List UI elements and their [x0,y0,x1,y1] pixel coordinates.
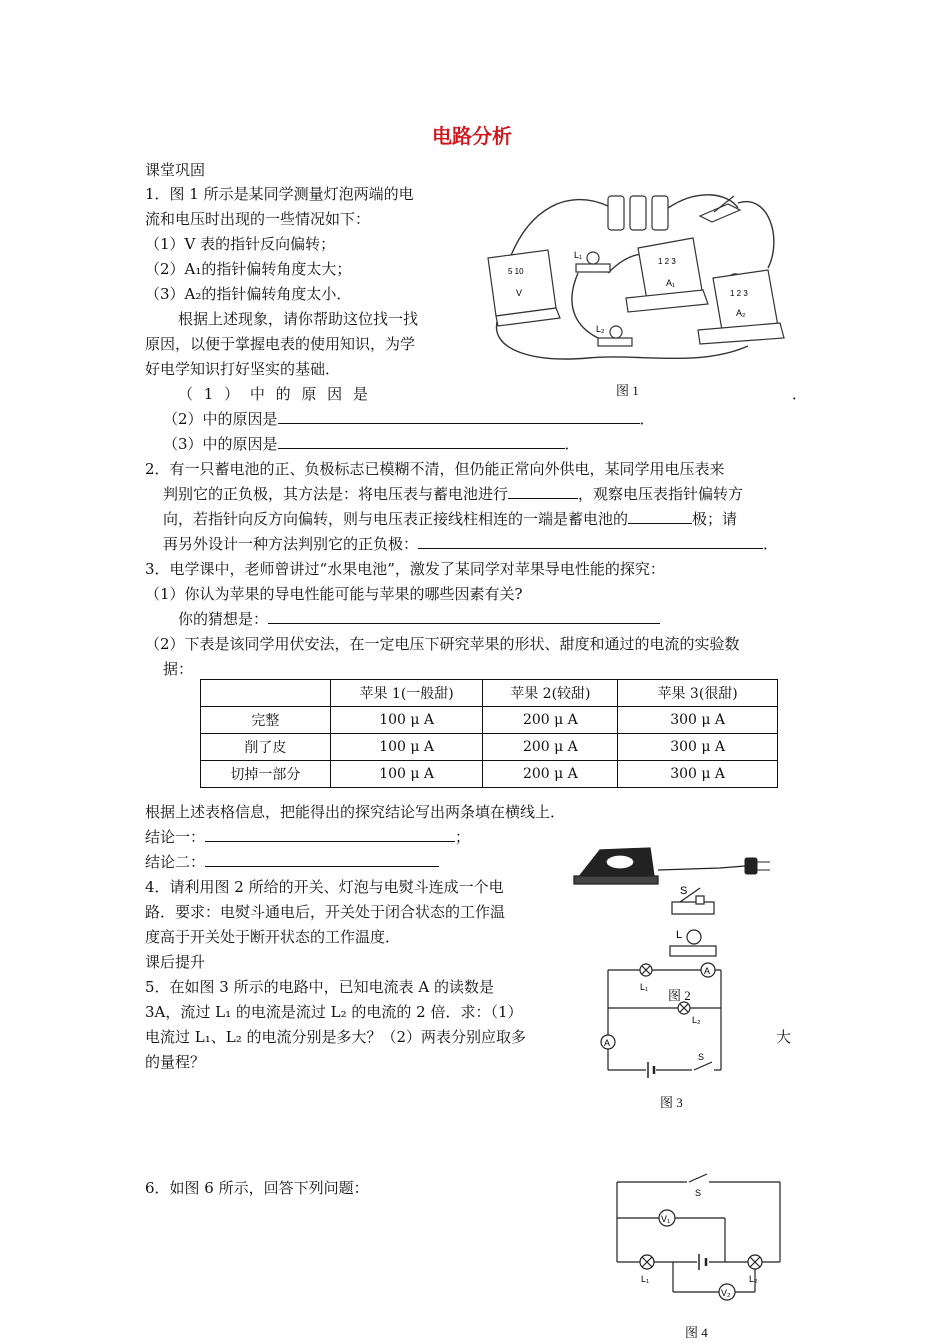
bulb-l2-label: L₂ [596,324,605,334]
figure-2-caption: 图 2 [668,988,691,1003]
table-cell: 200 μ A [483,734,618,761]
ammeter-a1-scale: 1 2 3 [658,257,676,266]
table-row [201,707,778,734]
q1-line-2: 流和电压时出现的一些情况如下： [145,210,371,228]
table-cell: 完整 [201,707,331,734]
q2-line-4 [163,534,778,554]
q1-answer-3-end: ． [564,435,580,453]
bulb-l1-label: L₁ [641,1274,650,1284]
q1-item-2: （2）A₁的指针偏转角度太大； [145,260,352,278]
section-heading-homework: 课后提升 [145,953,206,971]
ammeter-a1-icon [626,238,708,312]
battery-symbol [646,1062,656,1078]
table-cell: 300 μ A [618,707,778,734]
q1-item-3: （3）A₂的指针偏转角度太小． [145,285,352,303]
q3-after-table: 根据上述表格信息，把能得出的探究结论写出两条填在横线上． [145,803,566,821]
q3-guess-label: 你的猜想是： [178,610,269,628]
q1-answer-1-label: （ 1 ） 中 的 原 因 是 [178,385,368,403]
section-heading-classwork: 课堂巩固 [145,161,206,179]
q5-line-4: 的量程？ [145,1053,206,1071]
q5-line-2: 3A，流过 L₁ 的电流是流过 L₂ 的电流的 2 倍．求：（1） [145,1003,523,1021]
switch-s-symbol [687,1174,709,1188]
ammeter-a2-scale: 1 2 3 [730,289,748,298]
table-header-cell [201,680,331,707]
q3-conclusion-2-label: 结论二： [145,853,206,871]
q1-answer-3-label: （3）中的原因是 [163,435,278,453]
q1-answer-3-blank[interactable] [278,434,565,449]
figure-1-circuit [468,178,798,378]
q3-sub-2: （2）下表是该同学用伏安法，在一定电压下研究苹果的形状、甜度和通过的电流的实验数 [145,635,740,653]
q1-answer-3 [163,434,580,454]
figure-3-caption: 图 3 [660,1095,683,1110]
q3-guess [178,609,660,629]
table-cell: 300 μ A [618,761,778,788]
q4-line-3: 度高于开关处于断开状态的工作温度． [145,928,401,946]
table-header-cell: 苹果 3(很甜) [618,680,778,707]
voltmeter-scale: 5 10 [508,267,524,276]
q3-sub-2-cont: 据： [163,660,194,678]
q1-answer-2-label: （2）中的原因是 [163,410,278,428]
q2-blank-pole[interactable] [628,509,692,524]
voltmeter-v2-label: V₂ [721,1288,731,1298]
q2-line-2-text-end: ，观察电压表指针偏转方 [578,485,744,503]
q4-line-2: 路．要求：电熨斗通电后，开关处于闭合状态的工作温 [145,903,506,921]
q3-conclusion-1 [145,827,470,847]
figure-2-components [570,840,800,970]
electric-iron-icon [574,848,658,884]
q6-line-1: 6．如图 6 所示，回答下列问题： [145,1179,369,1197]
figure-4-caption: 图 4 [685,1325,708,1340]
q2-line-3 [163,509,737,529]
switch-s-label: S [698,1052,705,1062]
figure-4-circuit [605,1170,790,1318]
q2-blank-connection[interactable] [508,484,578,499]
battery-cells [608,196,668,230]
q1-item-1: （1）V 表的指针反向偏转； [145,235,336,253]
q1-paragraph-3: 好电学知识打好坚实的基础． [145,360,341,378]
ammeter-left-label: A [604,1038,611,1048]
page-title: 电路分析 [432,124,512,148]
table-cell: 削了皮 [201,734,331,761]
ammeter-a1-label: A₁ [666,278,676,288]
bulb-l1-label: L₁ [640,982,649,992]
q1-answer-2 [163,409,655,429]
ammeter-a2-label: A₂ [736,308,746,318]
table-header-cell: 苹果 1(一般甜) [330,680,483,707]
q1-paragraph-2: 原因，以便于掌握电表的使用知识，为学 [145,335,416,353]
q3-conclusion-1-end: ； [455,828,471,846]
table-cell: 200 μ A [483,761,618,788]
q3-line-1: 3．电学课中，老师曾讲过“水果电池”，激发了某同学对苹果导电性能的探究： [145,560,665,578]
voltmeter-icon [488,250,560,326]
q2-line-4-text: 再另外设计一种方法判别它的正负极： [163,535,419,553]
q2-line-2 [163,484,743,504]
table-row [201,761,778,788]
q1-answer-2-blank[interactable] [278,409,640,424]
bulb-l2-label: L₂ [692,1015,701,1025]
apple-experiment-table [200,679,778,788]
q1-answer-2-end: ． [639,410,655,428]
switch-s-symbol [692,1062,714,1074]
bulb-l1-symbol [640,1255,654,1269]
ammeter-top-label: A [704,966,711,976]
bulb-l1-symbol [640,964,652,976]
q2-blank-method[interactable] [418,534,763,549]
figure-3-circuit [596,958,736,1083]
bulb-l-label: L [676,929,683,941]
q2-line-2-text: 判别它的正负极，其方法是：将电压表与蓄电池进行 [163,485,509,503]
switch-s-icon [672,888,714,914]
q1-answer-1-end: ． [792,385,808,403]
voltmeter-v1-label: V₁ [661,1214,671,1224]
bulb-l2-symbol [748,1255,762,1269]
q3-guess-blank[interactable] [268,609,660,624]
table-cell: 100 μ A [330,734,483,761]
q1-line-1: 1．图 1 所示是某同学测量灯泡两端的电 [145,185,414,203]
table-cell: 100 μ A [330,761,483,788]
q3-conclusion-2 [145,852,439,872]
bulb-l2-label: L₂ [749,1274,758,1284]
q5-line-3-end: 大 [776,1028,792,1046]
q3-conclusion-1-label: 结论一： [145,828,206,846]
plug-icon [745,858,770,874]
q3-sub-1: （1）你认为苹果的导电性能可能与苹果的哪些因素有关? [145,585,523,603]
switch-s-label: S [680,885,688,897]
battery-symbol [697,1254,709,1270]
q5-line-3: 电流过 L₁、L₂ 的电流分别是多大？（2）两表分别应取多 [145,1028,527,1046]
q4-line-1: 4．请利用图 2 所给的开关、灯泡与电熨斗连成一个电 [145,878,504,896]
switch-icon [700,196,740,222]
q3-conclusion-1-blank[interactable] [205,827,455,842]
table-header-cell: 苹果 2(较甜) [483,680,618,707]
bulb-l1-label: L₁ [574,250,583,260]
table-cell: 100 μ A [330,707,483,734]
table-row [201,734,778,761]
switch-s-label: S [695,1188,702,1198]
q2-line-3-text-end: 极；请 [692,510,738,528]
voltmeter-label: V [516,288,523,298]
q2-line-3-text: 向，若指针向反方向偏转，则与电压表正接线柱相连的一端是蓄电池的 [163,510,629,528]
q1-paragraph-1: 根据上述现象，请你帮助这位找一找 [178,310,419,328]
table-header-row [201,680,778,707]
q3-conclusion-2-blank[interactable] [205,852,439,867]
q5-line-1: 5．在如图 3 所示的电路中，已知电流表 A 的读数是 [145,978,494,996]
table-cell: 200 μ A [483,707,618,734]
q2-line-1: 2．有一只蓄电池的正、负极标志已模糊不清，但仍能正常向外供电，某同学用电压表来 [145,460,725,478]
ammeter-a2-icon [698,270,784,344]
q2-line-4-end: ． [763,535,779,553]
figure-1-caption: 图 1 [616,383,639,398]
table-cell: 300 μ A [618,734,778,761]
table-cell: 切掉一部分 [201,761,331,788]
